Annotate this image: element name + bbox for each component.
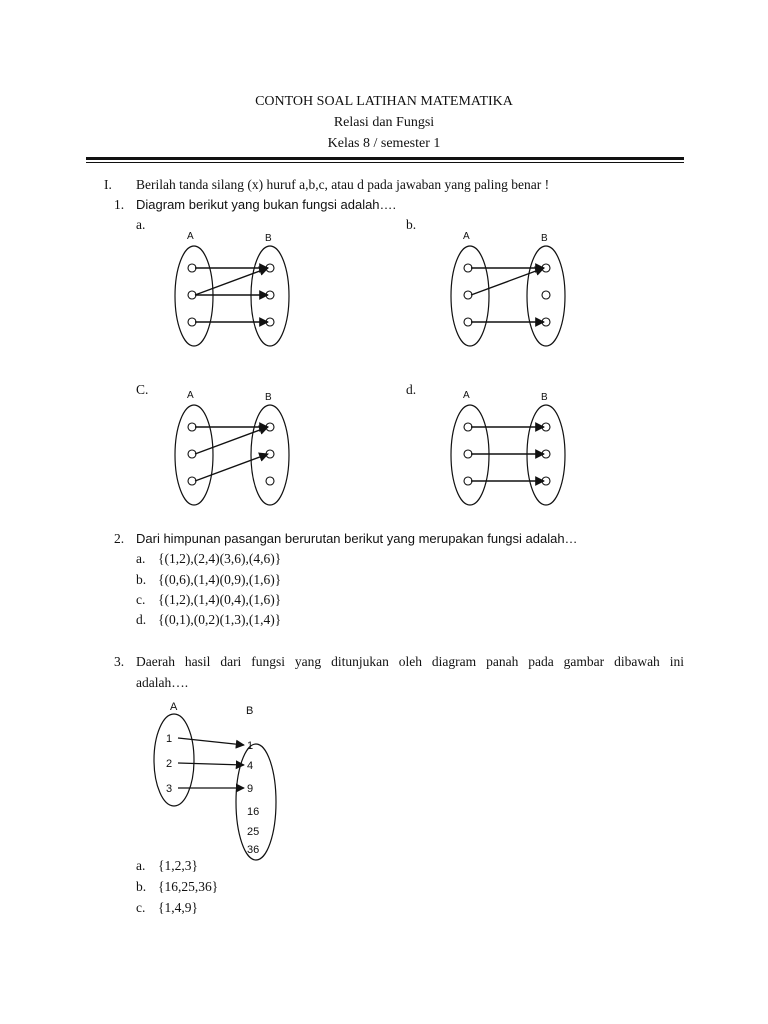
domain-value: 2 xyxy=(166,758,173,770)
section-number: I. xyxy=(104,177,112,192)
domain-point xyxy=(188,264,196,272)
codomain-point xyxy=(266,477,274,485)
q2-option-a-text: {(1,2),(2,4)(3,6),(4,6)} xyxy=(158,551,282,566)
set-b-label: B xyxy=(541,392,548,403)
header-divider-thick xyxy=(86,157,684,160)
set-a-label: A xyxy=(463,231,470,242)
q1-text: Diagram berikut yang bukan fungsi adalah…. xyxy=(136,197,397,212)
q2-option-c-label: c. xyxy=(136,592,146,607)
mapping-arrow xyxy=(195,268,268,295)
domain-point xyxy=(188,477,196,485)
domain-point xyxy=(188,318,196,326)
mapping-arrow xyxy=(178,738,244,745)
q2-option-d-text: {(0,1),(0,2)(1,3),(1,4)} xyxy=(158,612,282,627)
set-a-label: A xyxy=(170,701,178,713)
q3-option-c-label: c. xyxy=(136,900,146,915)
q1-number: 1. xyxy=(114,197,125,212)
codomain-value: 9 xyxy=(247,783,254,795)
set-a-label: A xyxy=(187,231,194,242)
set-b-label: B xyxy=(541,233,548,244)
q2-option-a-label: a. xyxy=(136,551,146,566)
page-subtitle: Relasi dan Fungsi xyxy=(333,115,435,130)
set-a-ellipse xyxy=(154,714,194,806)
q1-option-a-label: a. xyxy=(136,217,146,232)
q2-option-b-label: b. xyxy=(136,572,147,587)
q2-option-d-label: d. xyxy=(136,612,147,627)
set-b-label: B xyxy=(246,705,254,717)
domain-point xyxy=(464,450,472,458)
q3-text-line2: adalah…. xyxy=(136,675,189,690)
domain-point xyxy=(464,318,472,326)
domain-point xyxy=(188,423,196,431)
q3-text-line1: Daerah hasil dari fungsi yang ditunjukan oleh diagram panah pada gambar dibawah ini xyxy=(136,654,684,669)
q1-diagram-d xyxy=(436,384,586,514)
q3-option-b-text: {16,25,36} xyxy=(158,879,219,894)
codomain-value: 1 xyxy=(247,740,254,752)
q3-number: 3. xyxy=(114,654,125,669)
q2-option-b-text: {(0,6),(1,4)(0,9),(1,6)} xyxy=(158,572,282,587)
domain-point xyxy=(188,450,196,458)
q1-diagram-c xyxy=(160,384,310,514)
codomain-value: 4 xyxy=(247,760,254,772)
mapping-arrow xyxy=(178,763,244,765)
codomain-value: 16 xyxy=(247,806,260,818)
domain-point xyxy=(464,423,472,431)
mapping-arrow xyxy=(195,427,268,454)
page-title: CONTOH SOAL LATIHAN MATEMATIKA xyxy=(255,94,513,109)
page-grade: Kelas 8 / semester 1 xyxy=(327,136,441,151)
set-a-label: A xyxy=(463,390,470,401)
header-divider-thin xyxy=(86,162,684,163)
q3-option-a-text: {1,2,3} xyxy=(158,858,198,873)
set-b-ellipse xyxy=(236,744,276,860)
q1-option-d-label: d. xyxy=(406,382,417,397)
codomain-value: 36 xyxy=(247,844,260,856)
q3-option-c-text: {1,4,9} xyxy=(158,900,198,915)
q1-option-b-label: b. xyxy=(406,217,417,232)
q3-option-a-label: a. xyxy=(136,858,146,873)
mapping-arrow xyxy=(471,268,544,295)
q3-option-b-label: b. xyxy=(136,879,147,894)
q1-diagram-a xyxy=(160,225,310,355)
domain-value: 3 xyxy=(166,783,173,795)
domain-point xyxy=(188,291,196,299)
section-instruction: Berilah tanda silang (x) huruf a,b,c, atau d pada jawaban yang paling benar ! xyxy=(136,177,550,192)
domain-value: 1 xyxy=(166,733,173,745)
domain-point xyxy=(464,264,472,272)
codomain-value: 25 xyxy=(247,826,260,838)
q1-diagram-b xyxy=(436,225,586,355)
q3-arrow-diagram xyxy=(148,698,288,862)
set-a-label: A xyxy=(187,390,194,401)
q2-text: Dari himpunan pasangan berurutan berikut yang merupakan fungsi adalah… xyxy=(136,531,578,546)
q2-option-c-text: {(1,2),(1,4)(0,4),(1,6)} xyxy=(158,592,282,607)
codomain-point xyxy=(542,291,550,299)
set-b-label: B xyxy=(265,392,272,403)
set-b-label: B xyxy=(265,233,272,244)
q1-option-c-label: C. xyxy=(136,382,149,397)
domain-point xyxy=(464,291,472,299)
q2-number: 2. xyxy=(114,531,125,546)
domain-point xyxy=(464,477,472,485)
mapping-arrow xyxy=(195,454,268,481)
